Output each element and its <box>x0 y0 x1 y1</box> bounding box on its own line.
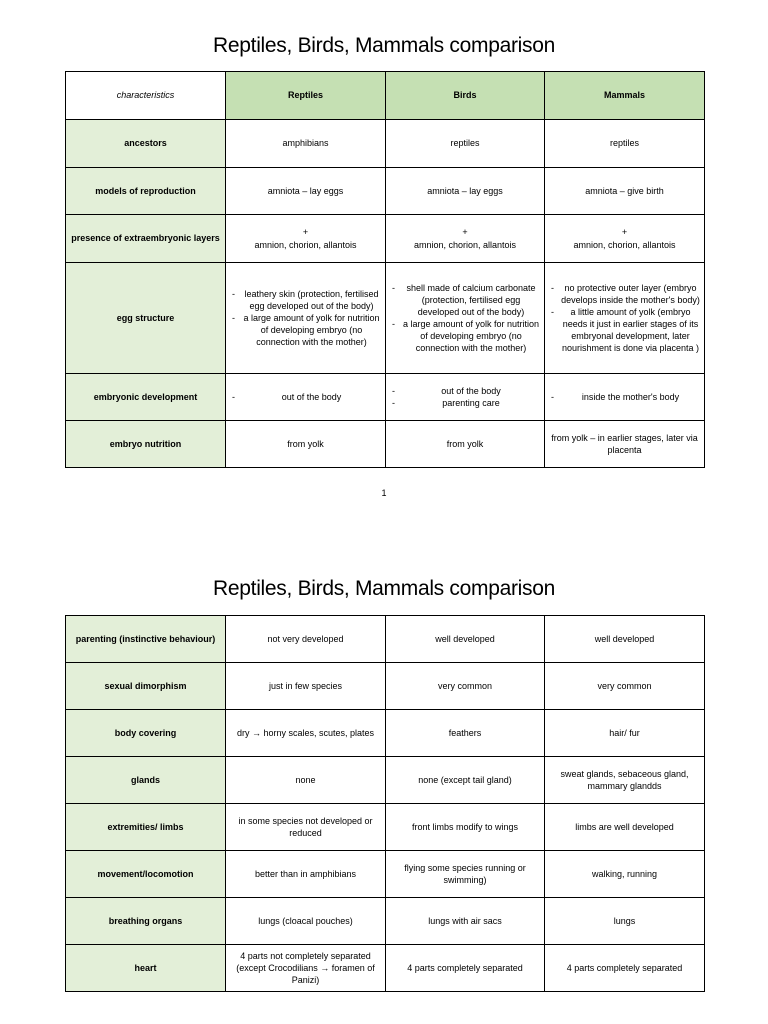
table-row <box>66 851 705 898</box>
cell-birds: very common <box>386 663 545 710</box>
header-mammals: Mammals <box>545 72 705 120</box>
bullet-list <box>549 282 700 355</box>
bullet-list <box>230 391 381 403</box>
cell-birds: flying some species running or swimming) <box>386 851 545 898</box>
cell-reptiles <box>226 374 386 421</box>
table-row <box>66 945 705 992</box>
cell-reptiles: none <box>226 757 386 804</box>
table-row <box>66 374 705 421</box>
bullet-list <box>230 288 381 349</box>
table-row <box>66 710 705 757</box>
row-label: embryo nutrition <box>66 421 226 468</box>
cell-reptiles: 4 parts not completely separated (except Crocodilians → foramen of Panizi) <box>226 945 386 992</box>
table-row <box>66 898 705 945</box>
cell-reptiles <box>226 263 386 374</box>
list-item: - a large amount of yolk for nutrition of developing embryo (no connection with the mother) <box>230 312 381 348</box>
row-label: movement/locomotion <box>66 851 226 898</box>
table-row <box>66 804 705 851</box>
cell-mammals: walking, running <box>545 851 705 898</box>
cell-reptiles: better than in amphibians <box>226 851 386 898</box>
page-number: 1 <box>381 488 387 498</box>
cell-mammals <box>545 374 705 421</box>
row-label: models of reproduction <box>66 168 226 215</box>
table-row <box>66 168 705 215</box>
comparison-table-1 <box>65 71 705 468</box>
cell-reptiles: not very developed <box>226 616 386 663</box>
table-row <box>66 421 705 468</box>
row-label: heart <box>66 945 226 992</box>
cell-birds: none (except tail gland) <box>386 757 545 804</box>
cell-mammals: limbs are well developed <box>545 804 705 851</box>
header-reptiles: Reptiles <box>226 72 386 120</box>
table-row <box>66 263 705 374</box>
table-row <box>66 757 705 804</box>
cell-reptiles: + amnion, chorion, allantois <box>226 215 386 263</box>
cell-birds: lungs with air sacs <box>386 898 545 945</box>
list-item: - inside the mother's body <box>549 391 700 403</box>
cell-mammals: from yolk – in earlier stages, later via placenta <box>545 421 705 468</box>
row-label: egg structure <box>66 263 226 374</box>
table-row <box>66 120 705 168</box>
table-header-row <box>66 72 705 120</box>
cell-reptiles: amniota – lay eggs <box>226 168 386 215</box>
cell-birds <box>386 263 545 374</box>
row-label: glands <box>66 757 226 804</box>
cell-mammals: 4 parts completely separated <box>545 945 705 992</box>
cell-mammals: well developed <box>545 616 705 663</box>
cell-reptiles: lungs (cloacal pouches) <box>226 898 386 945</box>
cell-mammals: lungs <box>545 898 705 945</box>
bullet-list <box>549 391 700 403</box>
cell-birds: + amnion, chorion, allantois <box>386 215 545 263</box>
list-item: - out of the body <box>230 391 381 403</box>
list-item: - a large amount of yolk for nutrition of developing embryo (no connection with the mother) <box>390 318 540 354</box>
row-label: parenting (instinctive behaviour) <box>66 616 226 663</box>
cell-mammals: + amnion, chorion, allantois <box>545 215 705 263</box>
row-label: presence of extraembryonic layers <box>66 215 226 263</box>
cell-birds: from yolk <box>386 421 545 468</box>
row-label: ancestors <box>66 120 226 168</box>
cell-mammals: sweat glands, sebaceous gland, mammary glandds <box>545 757 705 804</box>
table-body <box>66 616 705 992</box>
row-label: extremities/ limbs <box>66 804 226 851</box>
cell-reptiles: in some species not developed or reduced <box>226 804 386 851</box>
comparison-table-2 <box>65 615 705 992</box>
cell-mammals: amniota – give birth <box>545 168 705 215</box>
cell-reptiles: amphibians <box>226 120 386 168</box>
cell-mammals: hair/ fur <box>545 710 705 757</box>
list-item: - no protective outer layer (embryo develops inside the mother's body) <box>549 282 700 306</box>
cell-reptiles: from yolk <box>226 421 386 468</box>
table-row <box>66 616 705 663</box>
page-title: Reptiles, Birds, Mammals comparison <box>213 34 555 57</box>
list-item: - leathery skin (protection, fertilised egg developed out of the body) <box>230 288 381 312</box>
cell-birds: 4 parts completely separated <box>386 945 545 992</box>
cell-mammals: very common <box>545 663 705 710</box>
table-row <box>66 215 705 263</box>
cell-reptiles: dry → horny scales, scutes, plates <box>226 710 386 757</box>
cell-mammals <box>545 263 705 374</box>
page-title: Reptiles, Birds, Mammals comparison <box>213 577 555 600</box>
cell-reptiles: just in few species <box>226 663 386 710</box>
cell-birds: amniota – lay eggs <box>386 168 545 215</box>
cell-birds <box>386 374 545 421</box>
cell-birds: feathers <box>386 710 545 757</box>
cell-mammals: reptiles <box>545 120 705 168</box>
row-label: embryonic development <box>66 374 226 421</box>
bullet-list <box>390 385 540 409</box>
row-label: breathing organs <box>66 898 226 945</box>
cell-birds: well developed <box>386 616 545 663</box>
cell-birds: reptiles <box>386 120 545 168</box>
list-item: - parenting care <box>390 397 540 409</box>
row-label: body covering <box>66 710 226 757</box>
list-item: - shell made of calcium carbonate (protection, fertilised egg developed out of the body) <box>390 282 540 318</box>
header-birds: Birds <box>386 72 545 120</box>
list-item: - a little amount of yolk (embryo needs it just in earlier stages of its embryonal development, later nourishment is done via placenta ) <box>549 306 700 355</box>
cell-birds: front limbs modify to wings <box>386 804 545 851</box>
bullet-list <box>390 282 540 355</box>
row-label: sexual dimorphism <box>66 663 226 710</box>
header-characteristics: characteristics <box>66 72 226 120</box>
table-row <box>66 663 705 710</box>
list-item: - out of the body <box>390 385 540 397</box>
